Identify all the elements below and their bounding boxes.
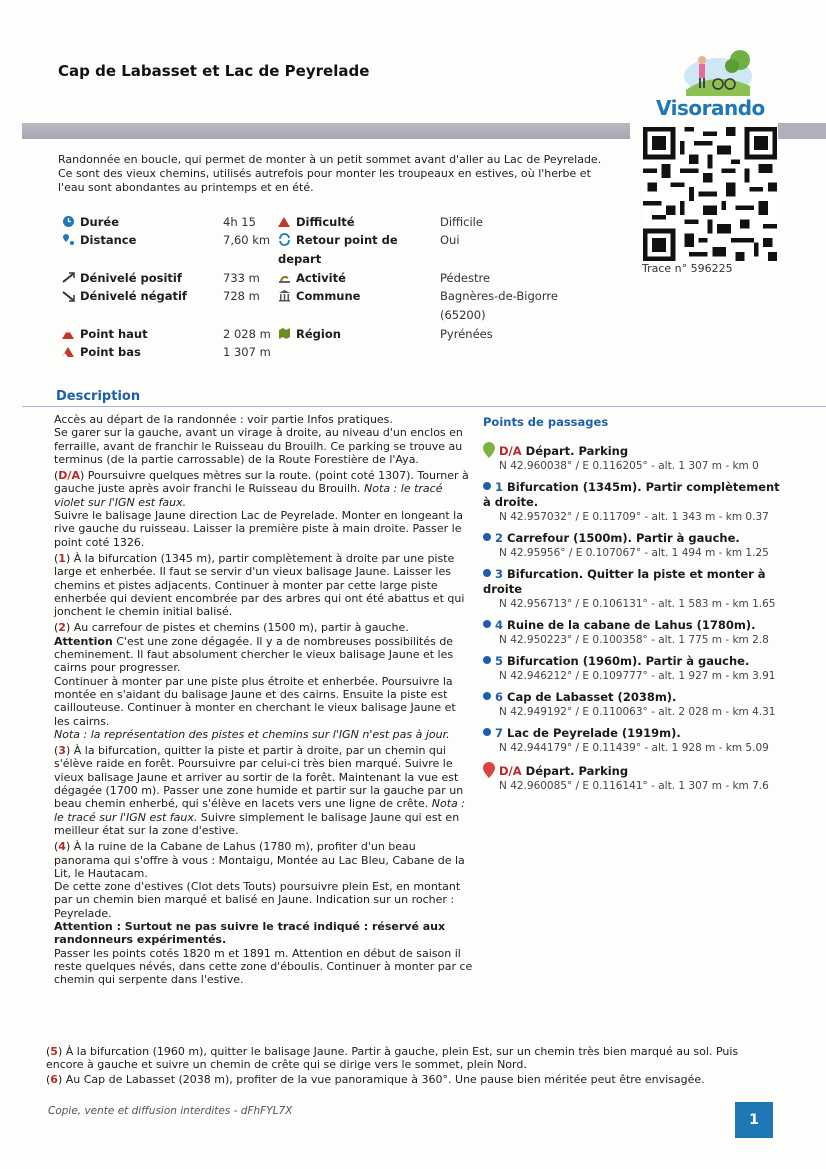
- waypoint-item: 6 Cap de Labasset (2038m). N 42.949192° / E 0.110063° - alt. 2 028 m - km 4.31: [483, 690, 783, 720]
- waypoints-list: [483, 442, 783, 800]
- stat-commune: Commune: [278, 289, 360, 303]
- page-title: Cap de Labasset et Lac de Peyrelade: [58, 62, 370, 80]
- value-duration: 4h 15: [223, 215, 256, 229]
- townhall-icon: [278, 289, 291, 302]
- waypoint-item: D/A Départ. Parking N 42.960085° / E 0.116141° - alt. 1 307 m - km 7.6: [483, 762, 783, 794]
- waypoint-item: 3 Bifurcation. Quitter la piste et monter à droite N 42.956713° / E 0.106131° - alt. 1 583 m - km 1.65: [483, 567, 776, 610]
- visorando-logo: [650, 46, 770, 122]
- stat-difficulty: Difficulté: [278, 215, 355, 229]
- distance-pin-icon: [62, 233, 75, 246]
- value-ascent: 733 m: [223, 271, 260, 285]
- difficulty-icon: [278, 215, 291, 228]
- stat-loop: Retour point de: [278, 233, 398, 247]
- hiker-icon: [278, 271, 291, 284]
- stat-region: Région: [278, 327, 341, 341]
- value-high-point: 2 028 m: [223, 327, 271, 341]
- value-descent: 728 m: [223, 289, 260, 303]
- value-low-point: 1 307 m: [223, 345, 271, 359]
- waypoint-dot-icon: [483, 656, 491, 664]
- description-heading: Description: [56, 389, 141, 404]
- value-distance: 7,60 km: [223, 233, 271, 247]
- value-region: Pyrénées: [440, 327, 493, 341]
- desc-paragraph: (2) Au carrefour de pistes et chemins (1500 m), partir à gauche. Attention C'est une zone dégagée. Il y a de nombreuses possibilités de cheminement. Il faut absolument chercher le vieux balisage Jaune et les cairns pour progresser. Continuer à monter par une piste plus étroite et enherbée. Poursuivre la montée en s'aidant du balisage Jaune et des cairns. Ensuite la piste est caillouteuse. Continuer à monter en cherchant le vieux balisage Jaune et les cairns. Nota : la représentation des pistes et chemins sur l'IGN n'est pas à jour.: [54, 621, 456, 741]
- description-text: [54, 413, 474, 989]
- hikers-illustration-icon: [674, 46, 752, 96]
- waypoint-dot-icon: [483, 569, 491, 577]
- qr-code: [641, 127, 779, 261]
- desc-paragraph-5: (5) À la bifurcation (1960 m), quitter le balisage Jaune. Partir à gauche, plein Est, sur un chemin très bien marqué au sol. Puis encore à gauche et suivre un chemin de crête qui se dirige vers le sommet, plein Nord.: [46, 1045, 739, 1072]
- desc-paragraph-6: (6) Au Cap de Labasset (2038 m), profiter de la vue panoramique à 360°. Une pause bien méritée peut être envisagée.: [46, 1073, 705, 1086]
- value-loop: Oui: [440, 233, 460, 247]
- stat-loop-label-cont: depart: [278, 252, 322, 266]
- waypoint-dot-icon: [483, 620, 491, 628]
- waypoint-item: 1 Bifurcation (1345m). Partir complètement à droite. N 42.957032° / E 0.11709° - alt. 1 343 m - km 0.37: [483, 480, 780, 523]
- value-difficulty: Difficile: [440, 215, 483, 229]
- stat-ascent: Dénivelé positif: [62, 271, 182, 285]
- desc-paragraph: Accès au départ de la randonnée : voir partie Infos pratiques. Se garer sur la gauche, avant un virage à droite, au niveau d'un enclos en ferraille, avant de franchir le Ruisseau du Brouilh. Ce parking se trouve au terminus (de la partie carrossable) de la Route Forestière de l'Aya.: [54, 413, 463, 466]
- desc-paragraph: (D/A) Poursuivre quelques mètres sur la route. (point coté 1307). Tourner à gauche juste après avoir franchi le Ruisseau du Brouilh. Nota : le tracé violet sur l'IGN est faux. Suivre le balisage Jaune direction Lac de Peyrelade. Monter en longeant la rive gauche du ruisseau. Laisser la première piste à main droite. Passer le point coté 1326.: [54, 469, 469, 549]
- stat-low-point: Point bas: [62, 345, 141, 359]
- trace-number: Trace n° 596225: [642, 262, 733, 275]
- waypoint-dot-icon: [483, 728, 491, 736]
- ascent-icon: [62, 271, 75, 284]
- end-pin-icon: [483, 762, 495, 778]
- value-commune: Bagnères-de-Bigorre: [440, 289, 558, 303]
- descent-icon: [62, 289, 75, 302]
- waypoint-dot-icon: [483, 533, 491, 541]
- header-band: [22, 123, 630, 139]
- stat-high-point: Point haut: [62, 327, 148, 341]
- peak-low-icon: [62, 345, 75, 358]
- waypoint-item: 7 Lac de Peyrelade (1919m). N 42.944179° / E 0.11439° - alt. 1 928 m - km 5.09: [483, 726, 783, 756]
- start-pin-icon: [483, 442, 495, 458]
- peak-high-icon: [62, 327, 75, 340]
- value-commune-code: (65200): [440, 308, 486, 322]
- clock-icon: [62, 215, 75, 228]
- value-activity: Pédestre: [440, 271, 491, 285]
- description-divider: [22, 406, 826, 407]
- stat-duration: Durée: [62, 215, 119, 229]
- desc-paragraph: (4) À la ruine de la Cabane de Lahus (1780 m), profiter d'un beau panorama qui s'offre à vous : Montaigu, Montée au Lac Bleu, Cabane de la Lit, le Hautacam. De cette zone d'estives (Clot dets Touts) poursuivre plein Est, en montant par un chemin bien marqué et balisé en Jaune. Indication sur un rocher : Peyrelade. Attention : Surtout ne pas suivre le tracé indiqué : réservé aux randonneurs expérimentés. Passer les points cotés 1820 m et 1891 m. Attention en début de saison il reste quelques névés, dans cette zone d'éboulis. Continuer à monter par ce chemin qui serpente dans l'estive.: [54, 840, 473, 987]
- waypoints-heading: Points de passages: [483, 415, 609, 429]
- waypoint-item: 5 Bifurcation (1960m). Partir à gauche. N 42.946212° / E 0.109777° - alt. 1 927 m - km 3.91: [483, 654, 783, 684]
- waypoint-item: D/A Départ. Parking N 42.960038° / E 0.116205° - alt. 1 307 m - km 0: [483, 442, 783, 474]
- footer-copyright: Copie, vente et diffusion interdites - dFhFYL7X: [48, 1105, 293, 1117]
- header-band-right: [778, 123, 826, 139]
- waypoint-item: 4 Ruine de la cabane de Lahus (1780m). N 42.950223° / E 0.100358° - alt. 1 775 m - km 2.8: [483, 618, 783, 648]
- waypoint-dot-icon: [483, 692, 491, 700]
- stat-descent: Dénivelé négatif: [62, 289, 187, 303]
- brand-name: Visorando: [656, 96, 765, 120]
- page-number: 1: [735, 1102, 773, 1138]
- stat-distance: Distance: [62, 233, 136, 247]
- stat-activity: Activité: [278, 271, 346, 285]
- intro-text: Randonnée en boucle, qui permet de monter à un petit sommet avant d'aller au Lac de Peyrelade. Ce sont des vieux chemins, utilisés autrefois pour monter les troupeaux en estives, où l'herbe et l'eau sont abondantes au printemps et en été.: [58, 153, 602, 194]
- desc-paragraph: (1) À la bifurcation (1345 m), partir complètement à droite par une piste large et enherbée. Il faut se servir d'un vieux balisage Jaune. Laisser les chemins et pistes adjacents. Continuer à monter par cette large piste enherbée qui devient encombrée par des arbres qui ont été abattus et qui jonchent le chemin initial balisé.: [54, 551, 465, 619]
- waypoint-dot-icon: [483, 482, 491, 490]
- region-icon: [278, 327, 291, 340]
- desc-paragraph: (3) À la bifurcation, quitter la piste et partir à droite, par un chemin qui s'élève raide en forêt. Poursuivre par celui-ci très bien marqué. Suivre le vieux balisage Jaune et arriver au sortir de la forêt. Maintenant la vue est dégagée (1700 m). Passer une zone humide et partir sur la gauche par un beau chemin enherbé, qui s'élève en lacets vers une ligne de crête. Nota : le tracé sur l'IGN est faux. Suivre simplement le balisage Jaune qui est en meilleur état sur la zone d'estive.: [54, 744, 465, 837]
- waypoint-item: 2 Carrefour (1500m). Partir à gauche. N 42.95956° / E 0.107067° - alt. 1 494 m - km 1.25: [483, 531, 783, 561]
- loop-icon: [278, 233, 291, 246]
